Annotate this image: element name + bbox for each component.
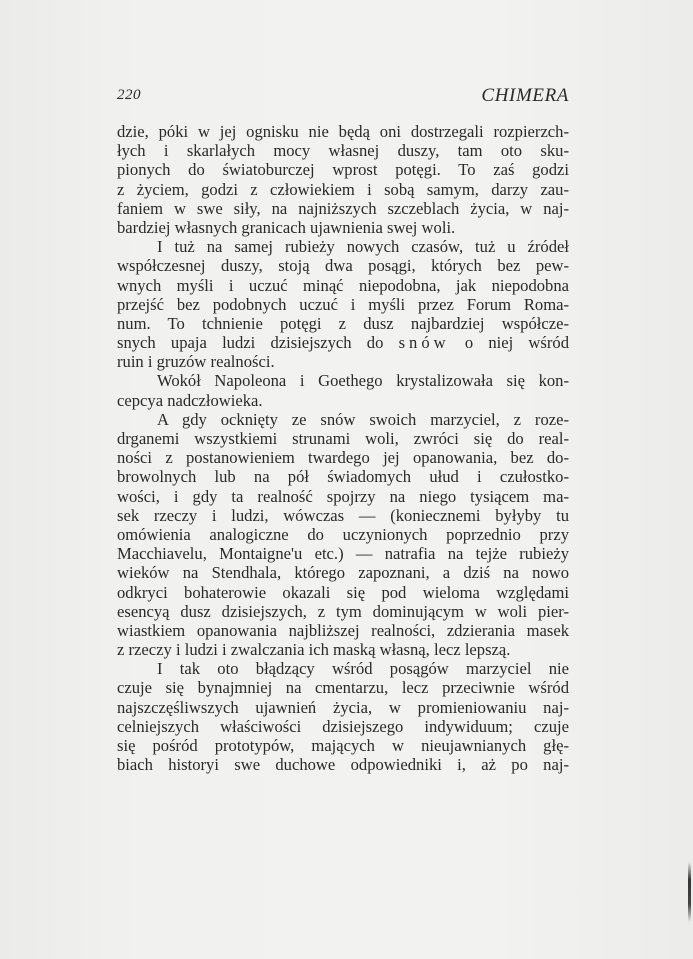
text-line: I tuż na samej rubieży nowych czasów, tuż u źródeł bbox=[157, 237, 569, 257]
text-line: wnych myśli i uczuć minąć niepodobna, jak niepodobna bbox=[117, 275, 569, 295]
text-line: z rzeczy i ludzi i zwalczania ich maską własną, lecz lepszą. bbox=[117, 640, 511, 660]
text-line: Macchiavelu, Montaigne'u etc.) — natrafia na tejże rubieży bbox=[117, 544, 569, 564]
text-line: z życiem, godzi z człowiekiem i sobą samym, darzy zau- bbox=[117, 179, 569, 199]
text-line: cepcya nadczłowieka. bbox=[117, 390, 263, 410]
text-line: łych i skarlałych mocy własnej duszy, tam oto sku- bbox=[117, 141, 569, 161]
text-line: bardziej własnych granicach ujawnienia swej woli. bbox=[117, 217, 456, 237]
text-line: pionych do światoburczej wprost potęgi. To zaś godzi bbox=[117, 160, 569, 180]
paragraph-4 bbox=[117, 410, 569, 659]
text-line: się pośród prototypów, mających w nieujawnianych głę- bbox=[117, 736, 569, 755]
paragraph-2 bbox=[117, 237, 569, 371]
text-line: faniem w swe siły, na najniższych szczeblach życia, w naj- bbox=[117, 198, 569, 218]
text-line: przejść bez podobnych uczuć i myśli przez Forum Roma- bbox=[117, 294, 569, 314]
text-line: esencyą dusz dzisiejszych, z tym dominującym w woli pier- bbox=[117, 601, 569, 621]
text-line: ności z postanowieniem twardego jej opanowania, bez do- bbox=[117, 448, 569, 468]
text-line: czuje się bynajmniej na cmentarzu, lecz przeciwnie wśród bbox=[117, 678, 569, 698]
text-line: omówienia analogiczne do uczynionych poprzednio przy bbox=[117, 524, 569, 544]
text-line: biach historyi swe duchowe odpowiedniki i, aż po naj- bbox=[117, 755, 569, 775]
text-line: celniejszych właściwości dzisiejszego indywiduum; czuje bbox=[117, 716, 569, 736]
text-segment: snych upaja ludzi dzisiejszych do bbox=[117, 333, 399, 353]
paragraph-5 bbox=[117, 659, 569, 774]
emphasized-word: snów bbox=[398, 333, 450, 353]
text-line: wości, i gdy ta realność spojrzy na niego tysiącem ma- bbox=[117, 486, 569, 506]
text-line: Wokół Napoleona i Goethego krystalizowała się kon- bbox=[157, 371, 569, 391]
text-line: browolnych lub na pół świadomych ułud i czułostko- bbox=[117, 467, 569, 487]
body-text bbox=[117, 122, 569, 774]
text-line: num. To tchnienie potęgi z dusz najbardziej współcze- bbox=[117, 313, 569, 333]
text-segment: o niej wśród bbox=[449, 333, 569, 353]
text-line: najszczęśliwszych ujawnień życia, w promieniowaniu naj- bbox=[117, 697, 569, 717]
text-line-spaced bbox=[117, 333, 569, 352]
paragraph-1 bbox=[117, 122, 569, 237]
running-head bbox=[117, 85, 569, 107]
text-line: drganemi wszystkiemi strunami woli, zwróci się do real- bbox=[117, 429, 569, 448]
text-line: sek rzeczy i ludzi, wówczas — (koniecznemi byłyby tu bbox=[117, 505, 569, 525]
text-line: współczesnej duszy, stoją dwa posągi, których bez pew- bbox=[117, 256, 569, 276]
text-line: dzie, póki w jej ognisku nie będą oni dostrzegali rozpierzch- bbox=[117, 122, 569, 141]
text-line: I tak oto błądzący wśród posągów marzyciel nie bbox=[157, 659, 569, 679]
page-number: 220 bbox=[117, 87, 141, 103]
text-line: wiastkiem opanowania najbliższej realności, zdzierania masek bbox=[117, 620, 569, 640]
journal-title: CHIMERA bbox=[481, 85, 569, 106]
paragraph-3 bbox=[117, 371, 569, 409]
text-line: ruin i gruzów realności. bbox=[117, 352, 275, 372]
page-edge-shadow bbox=[688, 862, 691, 922]
text-line: wieków na Stendhala, którego zapoznani, a dziś na nowo bbox=[117, 563, 569, 583]
text-line: A gdy ocknięty ze snów swoich marzyciel, z roze- bbox=[157, 409, 569, 429]
text-line: odkryci bohaterowie okazali się pod wieloma względami bbox=[117, 582, 569, 602]
